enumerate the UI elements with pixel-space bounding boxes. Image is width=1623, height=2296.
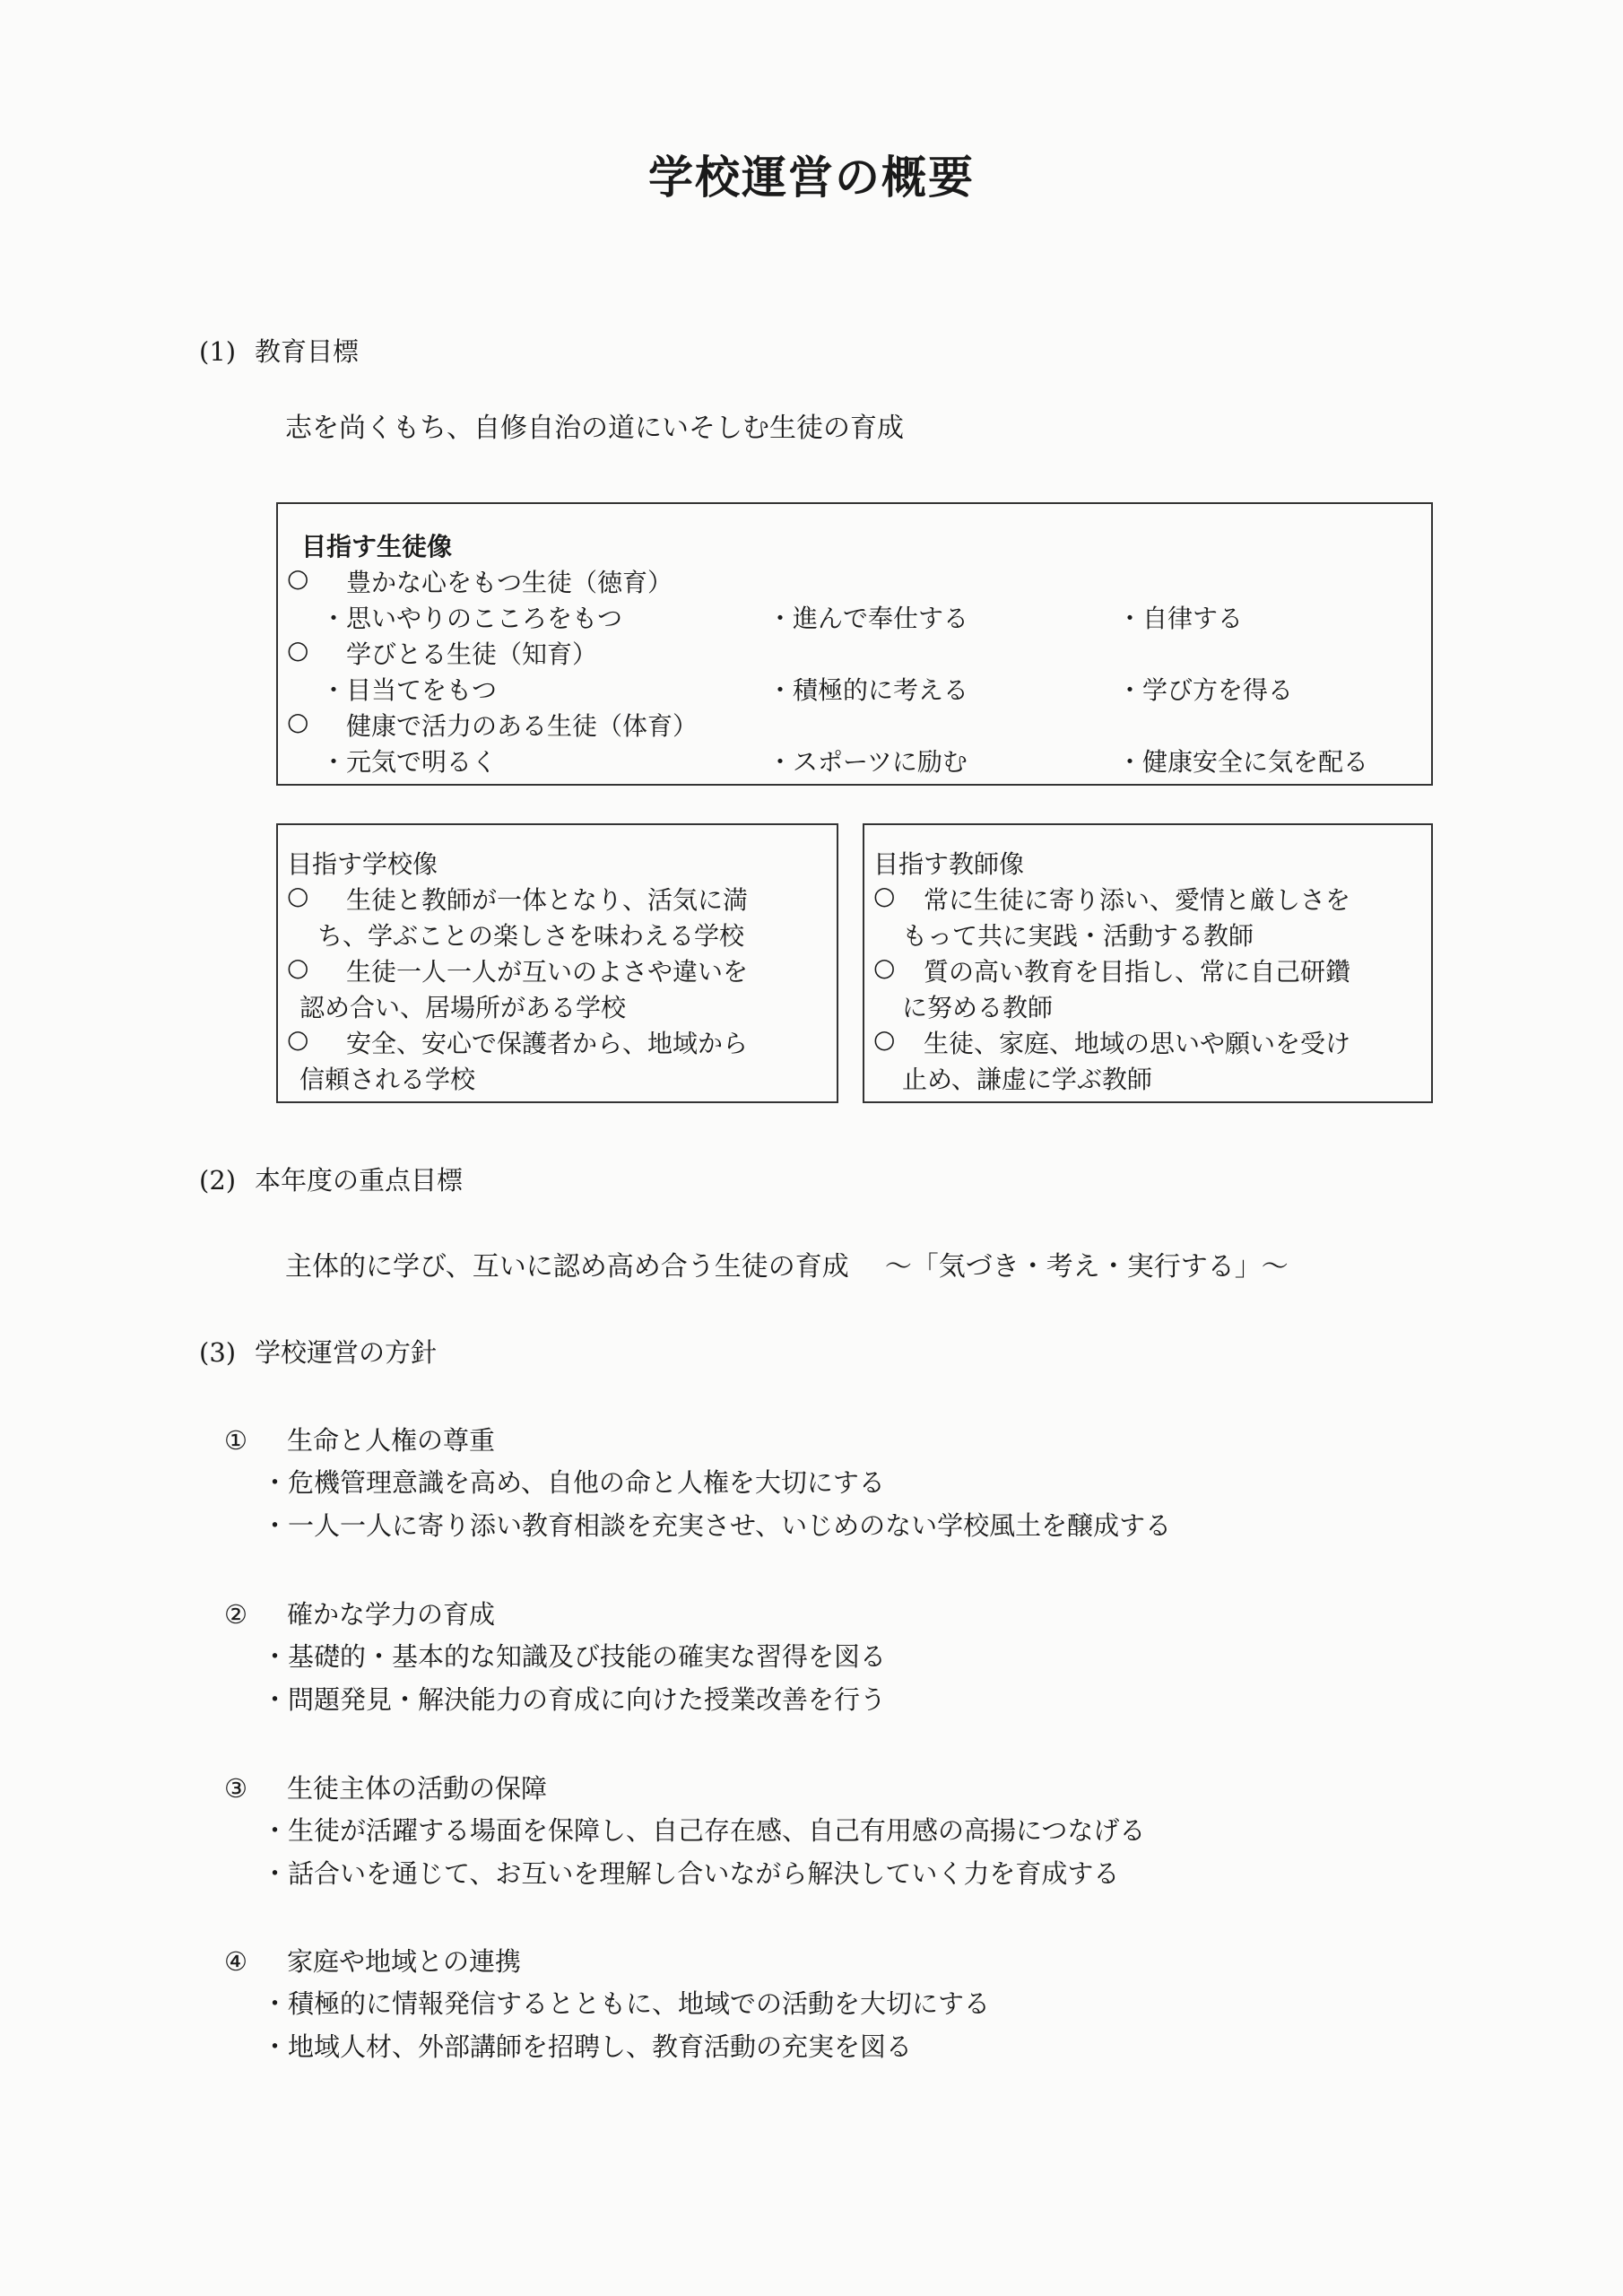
goal-tagline: ～「気づき・考え・実行する」～	[884, 1251, 1289, 1283]
row-item: ・目当てをもつ	[321, 675, 498, 705]
circle-marker: ○	[873, 881, 896, 910]
policy-title: 家庭や地域との連携	[287, 1946, 522, 1977]
circle-marker: ○	[287, 563, 309, 593]
policy-heading	[224, 1769, 547, 1805]
policy-title: 生命と人権の尊重	[287, 1425, 496, 1456]
item-line: 止め、謙虚に学ぶ教師	[902, 1065, 1152, 1094]
policy-number: ③	[224, 1773, 247, 1804]
section-1-heading	[199, 332, 359, 369]
row-item: ・思いやりのこころをもつ	[321, 604, 623, 633]
policy-item: ・地域人材、外部講師を招聘し、教育活動の充実を図る	[262, 2031, 913, 2062]
row-heading: 学びとる生徒（知育）	[346, 639, 598, 669]
row-heading: 健康で活力のある生徒（体育）	[346, 711, 699, 741]
item-line: 生徒と教師が一体となり、活気に満	[346, 885, 749, 915]
policy-item: ・生徒が活躍する場面を保障し、自己存在感、自己有用感の高揚につなげる	[262, 1815, 1146, 1846]
section-2-heading	[199, 1161, 463, 1197]
policy-item: ・危機管理意識を高め、自他の命と人権を大切にする	[262, 1467, 885, 1498]
policy-heading	[224, 1421, 495, 1457]
item-line: 常に生徒に寄り添い、愛情と厳しさを	[924, 885, 1351, 915]
section-title: 学校運営の方針	[255, 1337, 438, 1368]
policy-item: ・積極的に情報発信するとともに、地域での活動を大切にする	[262, 1988, 991, 2019]
circle-marker: ○	[287, 635, 309, 665]
policy-item: ・問題発見・解決能力の育成に向けた授業改善を行う	[262, 1684, 887, 1715]
circle-marker: ○	[287, 952, 309, 982]
school-ideal-box	[276, 823, 838, 1103]
policy-heading	[224, 1595, 495, 1631]
priority-goal	[285, 1244, 1289, 1283]
box-title: 目指す教師像	[873, 849, 1025, 879]
teacher-ideal-box	[863, 823, 1433, 1103]
box-title: 目指す学校像	[287, 849, 438, 879]
goal-text: 主体的に学び、互いに認め高め合う生徒の育成	[285, 1251, 849, 1283]
policy-number: ④	[224, 1946, 247, 1977]
policy-heading	[224, 1942, 521, 1979]
row-item: ・積極的に考える	[768, 675, 969, 705]
student-ideal-box	[276, 502, 1433, 786]
circle-marker: ○	[287, 1024, 309, 1054]
item-line: もって共に実践・活動する教師	[902, 921, 1254, 951]
row-item: ・進んで奉仕する	[768, 604, 969, 633]
section-title: 本年度の重点目標	[255, 1165, 464, 1196]
policy-item: ・基礎的・基本的な知識及び技能の確実な習得を図る	[262, 1641, 887, 1672]
education-goal: 志を尚くもち、自修自治の道にいそしむ生徒の育成	[285, 413, 904, 444]
section-3-heading	[199, 1333, 437, 1370]
section-title: 教育目標	[255, 336, 360, 367]
section-number: (2)	[199, 1165, 237, 1196]
row-item: ・元気で明るく	[321, 747, 498, 777]
policy-number: ②	[224, 1599, 247, 1630]
item-line: 生徒、家庭、地域の思いや願いを受け	[924, 1029, 1351, 1058]
policy-title: 確かな学力の育成	[287, 1599, 496, 1630]
item-line: に努める教師	[902, 993, 1054, 1022]
item-line: 安全、安心で保護者から、地域から	[346, 1029, 749, 1058]
circle-marker: ○	[287, 881, 309, 910]
row-item: ・自律する	[1117, 604, 1244, 633]
page-title: 学校運営の概要	[648, 152, 975, 204]
circle-marker: ○	[873, 952, 896, 982]
item-line: 生徒一人一人が互いのよさや違いを	[346, 957, 749, 987]
policy-item: ・話合いを通じて、お互いを理解し合いながら解決していく力を育成する	[262, 1858, 1120, 1889]
section-number: (1)	[199, 336, 237, 367]
policy-title: 生徒主体の活動の保障	[287, 1773, 548, 1804]
box-title: 目指す生徒像	[301, 532, 453, 561]
item-line: 質の高い教育を目指し、常に自己研鑽	[924, 957, 1351, 987]
item-line: 信頼される学校	[299, 1065, 476, 1094]
section-number: (3)	[199, 1337, 237, 1368]
policy-item: ・一人一人に寄り添い教育相談を充実させ、いじめのない学校風土を醸成する	[262, 1510, 1172, 1541]
row-heading: 豊かな心をもつ生徒（徳育）	[346, 568, 673, 597]
row-item: ・スポーツに励む	[768, 747, 968, 777]
policy-number: ①	[224, 1425, 247, 1456]
row-item: ・学び方を得る	[1117, 675, 1294, 705]
circle-marker: ○	[873, 1024, 896, 1054]
item-line: ち、学ぶことの楽しさを味わえる学校	[317, 921, 745, 951]
row-item: ・健康安全に気を配る	[1117, 747, 1369, 777]
circle-marker: ○	[287, 707, 309, 736]
item-line: 認め合い、居場所がある学校	[299, 993, 627, 1022]
